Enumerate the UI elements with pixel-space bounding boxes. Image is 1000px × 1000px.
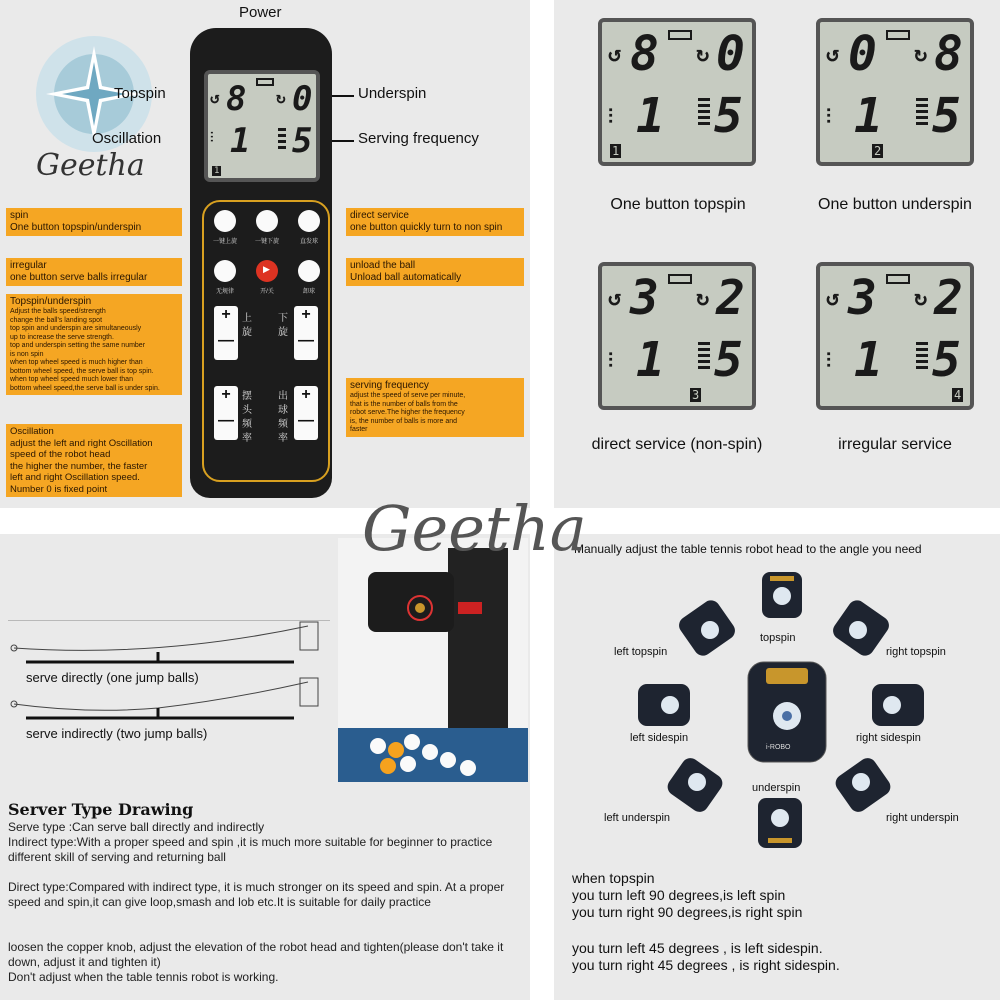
underspin-arrow-icon: ↻ — [914, 42, 928, 67]
lcd-mode-number: 2 — [874, 144, 882, 158]
lcd-mode-number: 4 — [954, 388, 962, 402]
robot-head-left-topspin — [678, 600, 736, 656]
lcd-oscillation-digit: 1 — [230, 121, 251, 161]
lcd-topspin-digit: 3 — [630, 270, 659, 326]
oscillation-stepper-label: 摆头频率 — [242, 391, 252, 444]
callout-line: when top wheel speed much lower than — [10, 376, 133, 383]
frequency-label: Serving frequency — [358, 130, 479, 147]
callout-line: bottom wheel speed,the serve ball is under spin. — [10, 384, 160, 392]
lcd-underspin-digit: 0 — [716, 26, 745, 82]
callout-title: irregular — [10, 260, 47, 271]
callout-line: is, the number of balls is more and — [350, 417, 457, 425]
topspin-label: topspin — [760, 632, 796, 644]
lcd-topspin-digit: 8 — [226, 79, 247, 119]
lcd-frequency-digit: 5 — [714, 88, 743, 144]
robot-head-right-sidespin — [870, 682, 926, 728]
battery-icon — [886, 30, 910, 40]
frequency-bars-icon — [916, 342, 928, 372]
plus-icon: + — [301, 386, 311, 403]
oscillation-icon: ⫶ — [826, 348, 831, 372]
center-badge: i-ROBO — [766, 744, 791, 751]
callout-title: direct service — [350, 210, 409, 221]
callout-title: spin — [10, 210, 29, 221]
turn-instruction: you turn right 45 degrees , is right sidespin. — [572, 957, 840, 973]
unload-button[interactable] — [298, 260, 320, 282]
lcd-underspin-digit: 8 — [934, 26, 963, 82]
topspin-arrow-icon: ↺ — [608, 42, 622, 67]
callout-line: top and underspin setting the same number — [10, 342, 146, 349]
callout-title: unload the ball — [350, 260, 416, 271]
topspin-stepper-label: 上旋 — [242, 313, 252, 338]
topspin-stepper[interactable] — [214, 306, 238, 360]
lcd-mode-number: 3 — [692, 388, 700, 402]
topspin-arrow-icon: ↺ — [210, 88, 220, 107]
underspin-arrow-icon: ↻ — [914, 286, 928, 311]
turn-instruction: you turn left 90 degrees,is left spin — [572, 887, 786, 903]
battery-icon — [886, 274, 910, 284]
callout-line: up to increase the serve strength. — [10, 333, 114, 341]
left-underspin-label: left underspin — [604, 812, 671, 824]
right-topspin-label: right topspin — [886, 646, 946, 658]
remote-control-panel — [0, 0, 530, 508]
paragraph: Indirect type:With a proper speed and spin ,it is much more suitable for beginner to practice different skill of serving and returning ball — [8, 835, 493, 864]
topspin-arrow-icon: ↺ — [826, 286, 840, 311]
server-type-title: Server Type Drawing — [8, 800, 194, 819]
battery-icon — [256, 78, 274, 86]
frequency-bars-icon — [698, 342, 710, 372]
irregular-button-label: 无规律 — [215, 289, 234, 295]
remote-lcd — [204, 70, 320, 182]
lcd-topspin-digit: 0 — [848, 26, 877, 82]
callout-text: one button quickly turn to non spin — [350, 222, 503, 233]
underspin-label: underspin — [752, 782, 801, 794]
power-label: Power — [239, 4, 282, 21]
power-button-label: 开/关 — [260, 289, 274, 295]
turn-instruction: you turn left 45 degrees , is left sidespin. — [572, 940, 823, 956]
display-caption: One button underspin — [818, 196, 972, 213]
lcd-oscillation-digit: 1 — [854, 88, 883, 144]
underspin-label: Underspin — [358, 85, 427, 102]
angle-instruction: Manually adjust the table tennis robot head to the angle you need — [574, 542, 922, 556]
callout-line: when top wheel speed is much higher than — [10, 359, 143, 366]
lcd-underspin-digit: 0 — [292, 79, 313, 119]
lcd-topspin-digit: 8 — [630, 26, 659, 82]
lcd-oscillation-digit: 1 — [636, 332, 665, 388]
display-modes-panel — [554, 0, 1000, 508]
logo-text: Geetha — [36, 148, 145, 183]
remote-control — [190, 28, 332, 498]
callout-title: serving frequency — [350, 380, 429, 391]
lcd-display-2 — [816, 18, 974, 166]
lcd-oscillation-digit: 1 — [854, 332, 883, 388]
topspin-underspin-callout — [6, 294, 182, 395]
oscillation-callout — [6, 424, 182, 497]
callout-title: Topspin/underspin — [10, 296, 92, 307]
turn-instruction: when topspin — [572, 870, 655, 886]
callout-line: is non spin — [10, 350, 44, 358]
underspin-stepper[interactable] — [294, 306, 318, 360]
frequency-bars-icon — [278, 128, 286, 152]
oscillation-icon: ⫶ — [608, 104, 613, 128]
lcd-topspin-digit: 3 — [848, 270, 877, 326]
robot-head-underspin — [756, 796, 804, 850]
lcd-underspin-digit: 2 — [934, 270, 963, 326]
callout-line: top spin and underspin are simultaneously — [10, 325, 142, 332]
display-caption: direct service (non-spin) — [591, 436, 763, 453]
callout-text: one button serve balls irregular — [10, 272, 148, 283]
turn-instruction: you turn right 90 degrees,is right spin — [572, 904, 803, 920]
topspin-arrow-icon: ↺ — [608, 286, 622, 311]
callout-title: Oscillation — [10, 426, 54, 437]
callout-line: Number 0 is fixed point — [10, 483, 108, 495]
callout-line: Adjust the balls speed/strength — [10, 308, 106, 315]
lcd-frequency-digit: 5 — [292, 121, 313, 161]
direct-service-button[interactable] — [298, 210, 320, 232]
oscillation-icon: ⫶ — [210, 130, 214, 146]
underspin-button[interactable] — [256, 210, 278, 232]
underspin-arrow-icon: ↻ — [696, 286, 710, 311]
topspin-arrow-icon: ↺ — [826, 42, 840, 67]
lcd-display-1 — [598, 18, 756, 166]
callout-line: bottom wheel speed, the serve ball is top spin. — [10, 367, 154, 375]
paragraph: loosen the copper knob, adjust the elevation of the robot head and tighten(please don't take it down, adjust it and tighten it) — [8, 940, 504, 969]
serving-frequency-callout — [346, 378, 524, 437]
robot-head-right-underspin — [832, 756, 894, 814]
robot-head-left-underspin — [664, 756, 726, 814]
underspin-arrow-icon: ↻ — [276, 88, 286, 107]
callout-text: Unload ball automatically — [350, 272, 462, 283]
minus-icon: — — [218, 412, 234, 429]
frequency-stepper-label: 出球频率 — [278, 391, 288, 444]
battery-icon — [668, 30, 692, 40]
lcd-display-4 — [816, 262, 974, 410]
head-angles-panel — [554, 534, 1000, 1000]
unload-button-label: 卸球 — [302, 289, 315, 295]
irregular-button[interactable] — [214, 260, 236, 282]
power-button[interactable] — [256, 260, 278, 282]
paragraph: Don't adjust when the table tennis robot is working. — [8, 970, 279, 984]
battery-icon — [668, 274, 692, 284]
underspin-arrow-icon: ↻ — [696, 42, 710, 67]
lcd-frequency-digit: 5 — [932, 88, 961, 144]
underspin-stepper-label: 下旋 — [278, 313, 288, 338]
lcd-frequency-digit: 5 — [932, 332, 961, 388]
minus-icon: — — [298, 412, 314, 429]
paragraph: Direct type:Compared with indirect type, it is much stronger on its speed and spin. At a proper speed and spin,it can give loop,smash and lob etc.It is suitable for daily practice — [8, 880, 505, 909]
callout-line: the higher the number, the faster — [10, 460, 148, 472]
lcd-oscillation-digit: 1 — [636, 88, 665, 144]
callout-line: faster — [350, 426, 368, 433]
frequency-bars-icon — [916, 98, 928, 128]
right-sidespin-label: right sidespin — [856, 732, 921, 744]
watermark: Geetha — [362, 492, 587, 565]
callout-line: left and right Oscillation speed. — [10, 472, 140, 483]
frequency-bars-icon — [698, 98, 710, 128]
callout-line: that is the number of balls from the — [350, 400, 458, 408]
irregular-callout — [6, 258, 182, 286]
topspin-label: Topspin — [114, 85, 166, 102]
direct-service-button-label: 直发球 — [299, 239, 318, 245]
minus-icon: — — [298, 332, 314, 349]
spin-callout — [6, 208, 182, 236]
server-type-panel — [0, 534, 530, 1000]
button-pad — [202, 200, 330, 482]
topspin-button-label: 一键上旋 — [212, 239, 237, 245]
frequency-stepper[interactable] — [294, 386, 318, 440]
plus-icon: + — [221, 386, 231, 403]
unload-callout — [346, 258, 524, 286]
robot-head-photo — [338, 538, 528, 782]
oscillation-icon: ⫶ — [608, 348, 613, 372]
display-caption: irregular service — [838, 436, 952, 453]
lcd-frequency-digit: 5 — [714, 332, 743, 388]
topspin-button[interactable] — [214, 210, 236, 232]
underspin-button-label: 一键下旋 — [254, 239, 279, 245]
right-underspin-label: right underspin — [886, 812, 959, 824]
callout-line: robot serve.The higher the frequency — [350, 409, 465, 416]
display-caption: One button topspin — [610, 196, 746, 213]
oscillation-label: Oscillation — [92, 130, 162, 147]
oscillation-stepper[interactable] — [214, 386, 238, 440]
lcd-underspin-digit: 2 — [716, 270, 745, 326]
callout-text: One button topspin/underspin — [10, 222, 142, 233]
callout-line: speed of the robot head — [10, 449, 111, 460]
lcd-display-3 — [598, 262, 756, 410]
direct-service-callout — [346, 208, 524, 236]
oscillation-icon: ⫶ — [826, 104, 831, 128]
plus-icon: + — [301, 306, 311, 323]
left-sidespin-label: left sidespin — [630, 732, 689, 744]
lcd-mode-number: 1 — [612, 144, 620, 158]
lcd-mode-number: 1 — [214, 166, 220, 176]
serve-directly-label: serve directly (one jump balls) — [26, 670, 199, 685]
left-topspin-label: left topspin — [614, 646, 668, 658]
plus-icon: + — [221, 306, 231, 323]
callout-line: adjust the speed of serve per minute, — [350, 392, 466, 399]
robot-head-left-sidespin — [636, 682, 692, 728]
callout-line: change the ball's landing spot — [10, 316, 103, 324]
serve-indirectly-label: serve indirectly (two jump balls) — [26, 726, 208, 741]
callout-line: adjust the left and right Oscillation — [10, 437, 153, 449]
robot-head-topspin — [760, 570, 804, 620]
paragraph: Serve type :Can serve ball directly and indirectly — [8, 820, 265, 834]
robot-head-right-topspin — [832, 600, 890, 656]
minus-icon: — — [218, 332, 234, 349]
